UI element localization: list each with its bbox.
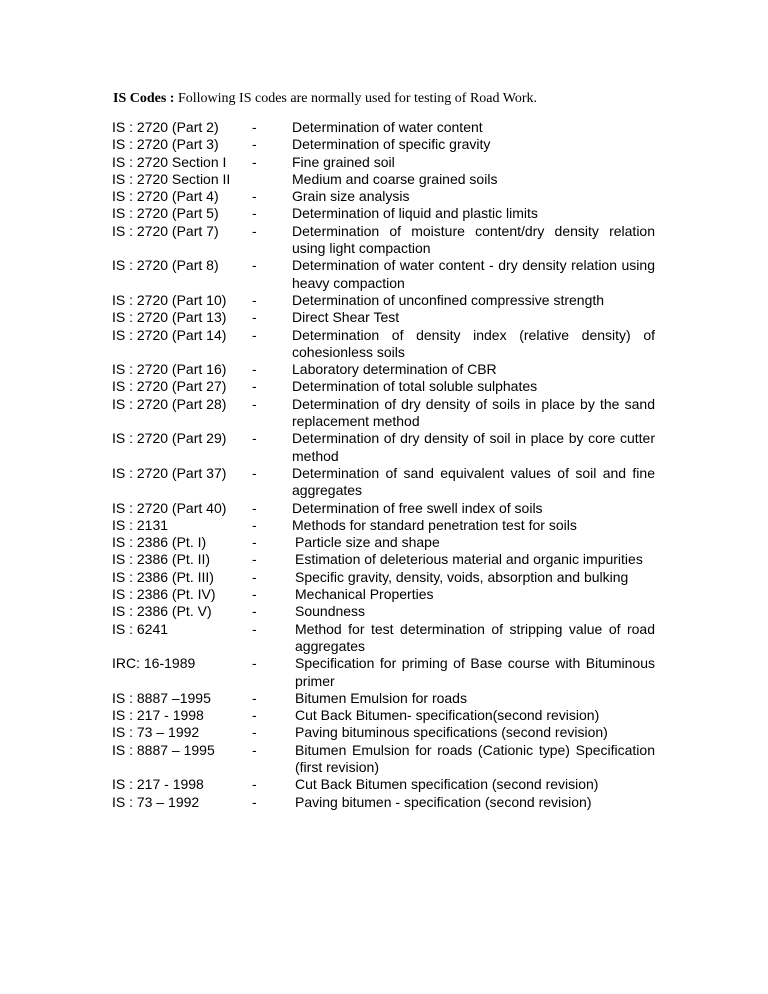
code-separator: -: [252, 136, 257, 153]
code-number: IS : 2386 (Pt. V): [112, 603, 212, 620]
code-row: [112, 396, 672, 431]
code-separator: -: [252, 326, 257, 343]
code-separator: -: [252, 361, 257, 378]
code-number: IS : 2386 (Pt. III): [112, 568, 214, 585]
code-number: IS : 2720 (Part 13): [112, 309, 227, 326]
code-number: IS : 2386 (Pt. II): [112, 551, 211, 568]
code-number: IS : 2720 (Part 28): [112, 395, 227, 412]
code-separator: -: [252, 568, 257, 585]
code-row: [112, 500, 672, 517]
code-description: Determination of water content - dry density relation using heavy compaction: [292, 257, 655, 291]
code-separator: -: [252, 534, 257, 551]
code-separator: -: [252, 499, 257, 516]
code-description: Laboratory determination of CBR: [292, 361, 497, 378]
code-description: Cut Back Bitumen specification (second revision): [295, 776, 599, 793]
intro-lead: IS Codes :: [113, 91, 175, 106]
code-description: Specification for priming of Base course with Bituminous primer: [295, 655, 655, 689]
code-separator: -: [252, 205, 257, 222]
code-separator: -: [252, 395, 257, 412]
code-separator: -: [252, 724, 257, 741]
code-description: Determination of density index (relative density) of cohesionless soils: [292, 326, 655, 360]
code-description: Bitumen Emulsion for roads: [295, 689, 467, 706]
code-row: [112, 621, 672, 656]
code-row: [112, 119, 672, 136]
code-number: IS : 2720 (Part 7): [112, 222, 219, 239]
code-row: [112, 430, 672, 465]
intro-line: [113, 90, 537, 108]
code-number: IRC: 16-1989: [112, 655, 196, 672]
code-number: IS : 2720 (Part 37): [112, 464, 227, 481]
code-row: [112, 292, 672, 309]
code-description: Grain size analysis: [292, 188, 410, 205]
code-separator: -: [252, 586, 257, 603]
code-row: [112, 223, 672, 258]
code-row: [112, 724, 672, 741]
code-separator: -: [252, 655, 257, 672]
code-description: Paving bituminous specifications (second revision): [295, 724, 608, 741]
code-number: IS : 2720 (Part 16): [112, 361, 227, 378]
code-separator: -: [252, 516, 257, 533]
code-row: [112, 551, 672, 568]
code-description: Determination of unconfined compressive strength: [292, 291, 605, 308]
code-number: IS : 2720 (Part 5): [112, 205, 219, 222]
code-row: [112, 776, 672, 793]
code-description: Determination of water content: [292, 119, 483, 135]
code-row: [112, 171, 672, 188]
code-number: IS : 217 - 1998: [112, 776, 204, 793]
code-separator: -: [252, 257, 257, 274]
code-separator: -: [252, 378, 257, 395]
code-description: Paving bitumen - specification (second revision): [295, 793, 592, 810]
code-row: [112, 707, 672, 724]
code-row: [112, 327, 672, 362]
code-row: [112, 309, 672, 326]
code-number: IS : 8887 – 1995: [112, 741, 215, 758]
code-description: Determination of dry density of soils in place by the sand replacement method: [292, 395, 655, 430]
code-description: Soundness: [295, 603, 366, 620]
code-number: IS : 2720 (Part 8): [112, 257, 219, 274]
code-number: IS : 2386 (Pt. IV): [112, 586, 216, 603]
code-row: [112, 378, 672, 395]
code-row: [112, 569, 672, 586]
code-separator: -: [252, 464, 257, 481]
code-separator: -: [252, 741, 257, 758]
code-description: Estimation of deleterious material and organic impurities: [295, 551, 643, 568]
code-row: [112, 154, 672, 171]
code-row: [112, 136, 672, 153]
code-separator: -: [252, 603, 257, 620]
code-number: IS : 2720 (Part 2): [112, 119, 219, 135]
code-row: [112, 517, 672, 534]
code-number: IS : 2720 (Part 10): [112, 291, 227, 308]
code-number: IS : 6241: [112, 620, 169, 637]
code-description: Methods for standard penetration test for soils: [292, 516, 577, 533]
code-description: Determination of liquid and plastic limits: [292, 205, 538, 222]
code-description: Determination of free swell index of soils: [292, 499, 543, 516]
code-row: [112, 188, 672, 205]
code-separator: -: [252, 776, 257, 793]
code-number: IS : 2720 (Part 40): [112, 499, 227, 516]
code-number: IS : 73 – 1992: [112, 793, 200, 810]
code-number: IS : 2720 (Part 29): [112, 430, 227, 447]
code-row: [112, 603, 672, 620]
code-number: IS : 2720 (Part 3): [112, 136, 219, 153]
code-row: [112, 205, 672, 222]
code-number: IS : 2720 Section I: [112, 153, 227, 170]
code-separator: -: [252, 222, 257, 239]
code-row: [112, 690, 672, 707]
code-description: Determination of moisture content/dry density relation using light compaction: [292, 222, 655, 257]
code-description: Medium and coarse grained soils: [292, 170, 498, 187]
code-separator: -: [252, 309, 257, 326]
code-description: Determination of sand equivalent values of soil and fine aggregates: [292, 464, 655, 499]
code-number: IS : 2131: [112, 516, 169, 533]
code-separator: -: [252, 793, 257, 810]
code-separator: -: [252, 119, 257, 135]
code-row: [112, 257, 672, 292]
code-row: [112, 534, 672, 551]
code-separator: -: [252, 551, 257, 568]
code-number: IS : 2720 Section II: [112, 170, 231, 187]
code-description: Cut Back Bitumen- specification(second revision): [295, 707, 600, 724]
code-row: [112, 361, 672, 378]
code-number: IS : 2720 (Part 4): [112, 188, 219, 205]
code-description: Determination of dry density of soil in place by core cutter method: [292, 430, 655, 464]
code-separator: -: [252, 707, 257, 724]
code-description: Mechanical Properties: [295, 586, 434, 603]
code-row: [112, 655, 672, 690]
code-separator: -: [252, 430, 257, 447]
is-code-list: [112, 119, 672, 811]
code-number: IS : 2720 (Part 27): [112, 378, 227, 395]
code-row: [112, 586, 672, 603]
code-number: IS : 2386 (Pt. I): [112, 534, 207, 551]
code-separator: -: [252, 153, 257, 170]
code-description: Method for test determination of stripping value of road aggregates: [295, 620, 655, 654]
code-separator: -: [252, 188, 257, 205]
code-number: IS : 73 – 1992: [112, 724, 200, 741]
code-description: Bitumen Emulsion for roads (Cationic type) Specification (first revision): [295, 741, 655, 775]
code-separator: -: [252, 291, 257, 308]
code-separator: -: [252, 689, 257, 706]
code-number: IS : 217 - 1998: [112, 707, 204, 724]
code-description: Particle size and shape: [295, 534, 440, 551]
code-number: IS : 2720 (Part 14): [112, 326, 227, 343]
code-row: [112, 465, 672, 500]
code-description: Specific gravity, density, voids, absorption and bulking: [295, 568, 629, 585]
code-row: [112, 794, 672, 811]
code-description: Determination of total soluble sulphates: [292, 378, 538, 395]
code-description: Direct Shear Test: [292, 309, 400, 326]
code-description: Determination of specific gravity: [292, 136, 491, 153]
code-number: IS : 8887 –1995: [112, 689, 211, 706]
code-description: Fine grained soil: [292, 153, 395, 170]
code-row: [112, 742, 672, 777]
intro-text: Following IS codes are normally used for testing of Road Work.: [174, 91, 538, 106]
code-separator: -: [252, 620, 257, 637]
